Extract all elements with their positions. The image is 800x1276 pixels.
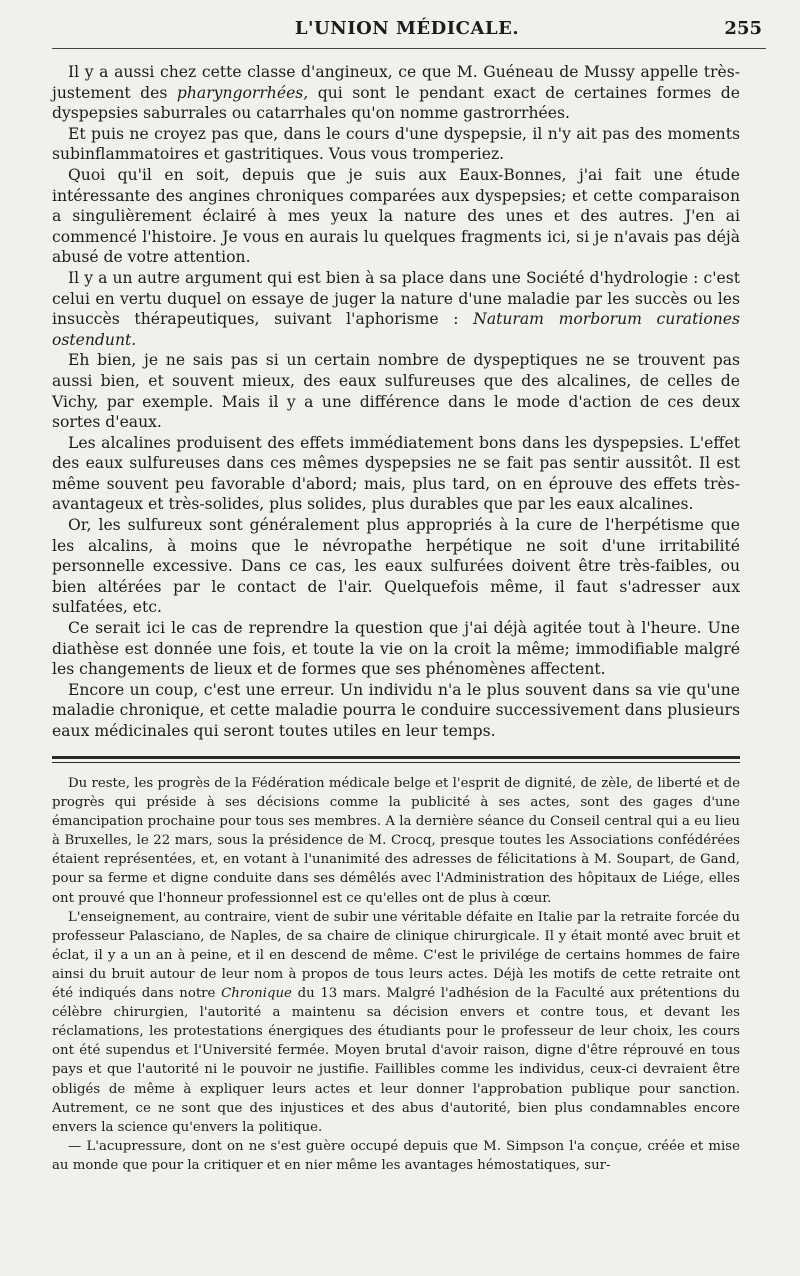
paragraph: Encore un coup, c'est une erreur. Un individu n'a le plus souvent dans sa vie qu'une maladie chronique, et cette maladie pourra le conduire successivement dans plusieurs eaux médicinales qui seront toutes utiles en leur temps. (52, 680, 740, 740)
latin-aphorism: Naturam morborum curationes ostendunt. (52, 310, 740, 349)
paragraph: Il y a aussi chez cette classe d'angineux, ce que M. Guéneau de Mussy appelle très-justement des pharyngorrhées, qui sont le pendant exact de certaines formes de dyspepsies saburrales ou catarrhales qu'on nomme gastrorrhées. (52, 63, 741, 123)
paragraph: Eh bien, je ne sais pas si un certain nombre de dyspeptiques ne se trouvent pas aussi bien, et souvent mieux, des eaux sulfureuses que des alcalines, de celles de Vichy, par exemple. Mais il y a une différence dans le mode d'action de ces deux sortes d'eaux. (52, 351, 740, 432)
paragraph: Il y a un autre argument qui est bien à sa place dans une Société d'hydrologie : c'est celui en vertu duquel on essaye de juger la nature d'une maladie par les succès ou les insuccès thérapeutiques, suivant l'aphorisme : Naturam morborum curationes ostendunt. (52, 268, 740, 349)
paragraph: Et puis ne croyez pas que, dans le cours d'une dyspepsie, il n'y ait pas des moments subinflammatoires et gastritiques. Vous vous tromperiez. (52, 124, 740, 164)
italic-term: pharyngorrhées, (176, 83, 309, 102)
paragraph: Ce serait ici le cas de reprendre la question que j'ai déjà agitée tout à l'heure. Une diathèse est donnée une fois, et toute la vie on la croit la même; immodifiable malgré les changements de lieux et de formes que ses phénomènes affectent. (52, 619, 740, 679)
journal-title: L'UNION MÉDICALE. (294, 18, 520, 39)
running-header (50, 14, 764, 50)
paragraph: Les alcalines produisent des effets immédiatement bons dans les dyspepsies. L'effet des eaux sulfureuses dans ces mêmes dyspepsies ne se fait pas sentir aussitôt. Il est même souvent peu favorable d'abord; mais, plus tard, on en éprouve des effets très-avantageux et très-solides, plus solides, plus durables que par les eaux alcalines. (52, 433, 740, 514)
italic-term: Chronique (221, 986, 292, 1002)
main-article-text (52, 62, 740, 742)
paragraph: Du reste, les progrès de la Fédération médicale belge et l'esprit de dignité, de zèle, de liberté et de progrès qui préside à ses décisions comme la publicité à ses actes, sont des gages d'une émancipation prochaine pour tous ses membres. A la dernière séance du Conseil central qui a eu lieu à Bruxelles, le 22 mars, sous la présidence de M. Crocq, presque toutes les Associations confédérées étaient représentées, et, en votant à l'unanimité des adresses de félicitations à M. Soupart, de Gand, pour sa ferme et digne conduite dans ses démêlés avec l'Administration des hôpitaux de Liége, elles ont prouvé que l'honneur professionnel est ce qu'elles ont de plus à cœur. (52, 776, 740, 906)
paragraph: Or, les sulfureux sont généralement plus appropriés à la cure de l'herpétisme que les alcalins, à moins que le névropathe herpétique ne soit d'une irritabilité personnelle excessive. Dans ce cas, les eaux sulfurées doivent être très-faibles, ou bien altérées par le contact de l'air. Quelquefois même, il faut s'adresser aux sulfatées, etc. (52, 516, 740, 617)
header-rule (52, 48, 766, 49)
paragraph: — L'acupressure, dont on ne s'est guère occupé depuis que M. Simpson l'a conçue, créée et mise au monde que pour la critiquer et en nier même les avantages hémostatiques, sur- (52, 1138, 740, 1173)
paragraph: L'enseignement, au contraire, vient de subir une véritable défaite en Italie par la retraite forcée du professeur Palasciano, de Naples, de sa chaire de clinique chirurgicale. Il y était monté avec bruit et éclat, il y a un an à peine, et il en descend de même. C'est le privilége de certains hommes de faire ainsi du bruit autour de leur nom à propos de tous leurs actes. Déjà les motifs de cette retraite ont été indiqués dans notre Chronique du 13 mars. Malgré l'adhésion de la Faculté aux prétentions du célèbre chirurgien, l'autorité a maintenu sa décision envers et contre tous, et devant les réclamations, les protestations énergiques des étudiants pour le professeur de leur choix, les cours ont été supendus et l'Université fermée. Moyen brutal d'avoir raison, digne d'être réprouvé en tous pays et que l'autorité ni le pouvoir ne justifie. Faillibles comme les individus, ceux-ci devraient être obligés de même à expliquer leurs actes et leur donner l'approbation publique pour sanction. Autrement, ce ne sont que des injustices et des abus d'autorité, bien plus condamnables encore envers la science qu'envers la politique. (52, 909, 740, 1135)
chronicle-section (52, 774, 740, 1175)
page-number: 255 (724, 18, 762, 39)
paragraph: Quoi qu'il en soit, depuis que je suis aux Eaux-Bonnes, j'ai fait une étude intéressante des angines chroniques comparées aux dyspepsies; et cette comparaison a singulièrement éclairé à mes yeux la nature des unes et des autres. J'en ai commencé l'histoire. Je vous en aurais lu quelques fragments ici, si je n'avais pas déjà abusé de votre attention. (52, 165, 740, 267)
